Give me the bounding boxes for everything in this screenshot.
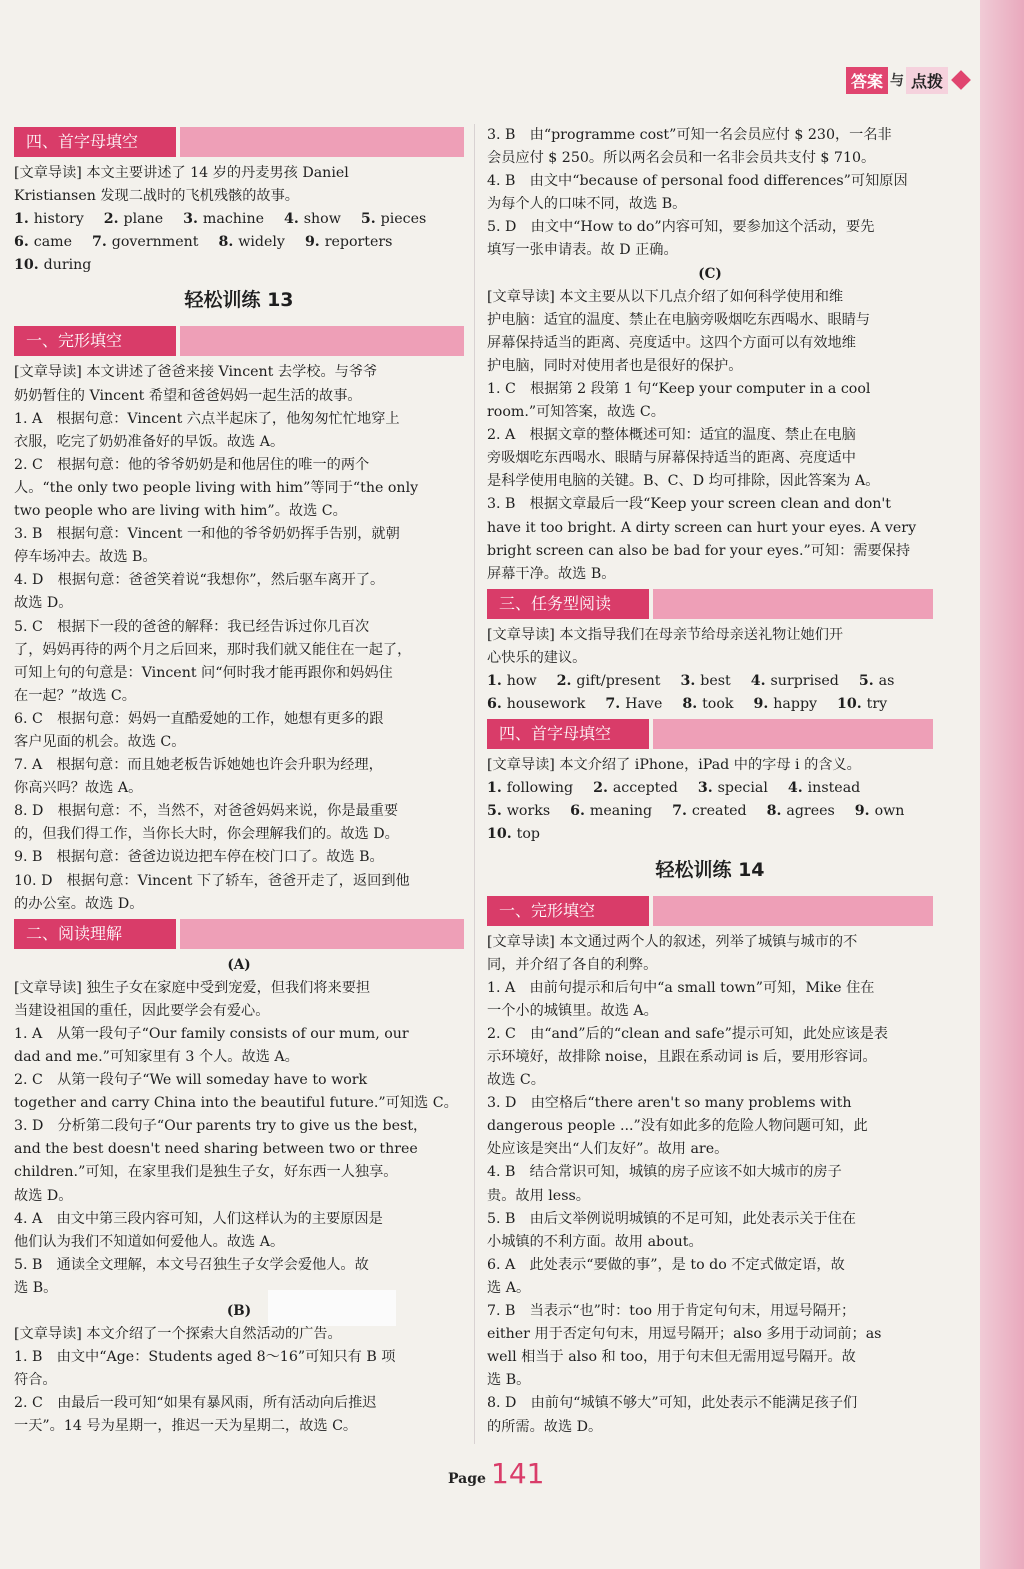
text-line: 5. B 由后文举例说明城镇的不足可知，此处表示关于住在 xyxy=(487,1210,856,1227)
answer-item xyxy=(672,800,747,823)
answer-word: pieces xyxy=(380,211,427,228)
text-line: 填写一张申请表。故 D 正确。 xyxy=(487,242,678,259)
answer-item xyxy=(605,693,662,716)
text-line: 2. C 由“and”后的“clean and safe”提示可知，此处应该是表 xyxy=(487,1025,888,1042)
text-line: [文章导读] 本文介绍了 iPhone，iPad 中的字母 i 的含义。 xyxy=(487,757,861,774)
right-column xyxy=(487,124,933,1439)
text-line: dangerous people ...”没有如此多的危险人物问题可知，此 xyxy=(487,1118,868,1135)
text-line: 护电脑：适宜的温度、禁止在电脑旁吸烟吃东西喝水、眼睛与 xyxy=(487,311,871,328)
answer-number: 1. xyxy=(487,780,507,797)
answer-item xyxy=(14,231,72,254)
text-line: 符合。 xyxy=(14,1372,57,1389)
text-line: [文章导读] 本文主要从以下几点介绍了如何科学使用和维 xyxy=(487,288,844,305)
answer-number: 2. xyxy=(103,211,124,228)
answer-word: show xyxy=(303,211,341,228)
text-line: 故选 D。 xyxy=(14,595,73,612)
answer-item xyxy=(570,800,652,823)
text-line: Kristiansen 发现二战时的飞机残骸的故事。 xyxy=(14,188,299,205)
answer-item xyxy=(788,777,860,800)
text-line: 同，并介绍了各自的利弊。 xyxy=(487,956,658,973)
answer-item xyxy=(487,777,573,800)
section-reading-c-body xyxy=(487,286,933,586)
section-cloze-body xyxy=(487,931,933,1439)
answer-word: during xyxy=(43,257,92,274)
text-line: 3. D 由空格后“there aren't so many problems with xyxy=(487,1095,852,1112)
text-line: [文章导读] 本文介绍了一个探索大自然活动的广告。 xyxy=(14,1326,342,1343)
text-line: 的，但我们得工作，当你长大时，你会理解我们的。故选 D。 xyxy=(14,826,399,843)
text-line: 示环境好，故排除 noise，且跟在系动词 is 后，要用形容词。 xyxy=(487,1049,877,1065)
answer-item xyxy=(855,800,905,823)
text-line: dad and me.”可知家里有 3 个人。故选 A。 xyxy=(14,1049,299,1065)
text-line: 的办公室。故选 D。 xyxy=(14,895,144,912)
section-cloze-body xyxy=(14,361,464,915)
text-line: 1. A 从第一段句子“Our family consists of our mum, our xyxy=(14,1025,409,1042)
answer-number: 6. xyxy=(570,803,590,820)
answer-number: 3. xyxy=(680,672,701,689)
passage-label-a: (A) xyxy=(227,956,251,973)
answer-item xyxy=(218,231,284,254)
section-reading-a-body xyxy=(14,977,464,1300)
answer-row xyxy=(14,231,464,254)
answer-item xyxy=(92,231,198,254)
answer-item xyxy=(487,693,585,716)
answer-row xyxy=(487,823,933,846)
column-divider xyxy=(474,124,475,1444)
text-line: 了，妈妈再待的两个月之后回来，那时我们就又能住在一起了， xyxy=(14,641,412,658)
answer-word: government xyxy=(111,234,199,251)
header-answer-label: 答案 xyxy=(846,67,888,94)
answer-word: try xyxy=(866,696,888,713)
text-line: 选 B。 xyxy=(14,1279,58,1296)
answer-item xyxy=(361,208,426,231)
text-line: two people who are living with him”。故选 C。 xyxy=(14,503,347,520)
answer-word: happy xyxy=(773,696,818,713)
text-line: 处应该是突出“人们友好”。故用 are。 xyxy=(487,1141,729,1158)
answer-grid xyxy=(487,777,933,846)
answer-number: 7. xyxy=(92,234,112,251)
answer-item xyxy=(593,777,678,800)
answer-item xyxy=(487,800,550,823)
text-line: 他们认为我们不知道如何爱他人。故选 A。 xyxy=(14,1233,285,1250)
text-line: 停车场冲去。故选 B。 xyxy=(14,549,157,566)
answer-number: 7. xyxy=(672,803,692,820)
text-line: 1. A 根据句意：Vincent 六点半起床了，他匆匆忙忙地穿上 xyxy=(14,410,400,427)
header-tag xyxy=(846,66,968,94)
answer-item xyxy=(767,800,835,823)
section-task-reading-body xyxy=(487,624,933,670)
text-line: 7. A 根据句意：而且她老板告诉她她也许会升职为经理， xyxy=(14,757,383,774)
text-line: [文章导读] 本文主要讲述了 14 岁的丹麦男孩 Daniel xyxy=(14,165,349,181)
answer-grid xyxy=(14,208,464,277)
answer-number: 4. xyxy=(750,672,771,689)
section-head-reading: 二、阅读理解 xyxy=(14,919,464,949)
answer-item xyxy=(305,231,393,254)
answer-word: gift/present xyxy=(576,672,661,689)
answer-row xyxy=(487,777,933,800)
reading-b-continued xyxy=(487,124,933,263)
answer-item xyxy=(681,670,731,693)
answer-number: 4. xyxy=(787,780,808,797)
side-color-band xyxy=(980,0,1024,1569)
answer-word: meaning xyxy=(589,803,653,820)
answer-word: housework xyxy=(506,696,586,713)
page-number-value: 141 xyxy=(491,1457,545,1490)
answer-item xyxy=(751,670,839,693)
text-line: 6. C 根据句意：妈妈一直酷爱她的工作，她想有更多的跟 xyxy=(14,710,384,727)
text-line: 2. A 根据文章的整体概述可知：适宜的温度、禁止在电脑 xyxy=(487,427,856,444)
answer-item xyxy=(14,254,91,277)
text-line: and the best doesn't need sharing between two or three xyxy=(14,1141,418,1158)
answer-number: 8. xyxy=(218,234,239,251)
answer-number: 6. xyxy=(487,696,507,713)
header-diamond-icon xyxy=(951,70,971,90)
answer-row xyxy=(487,693,933,716)
answer-number: 8. xyxy=(682,696,703,713)
text-line: 1. B 由文中“Age：Students aged 8～16”可知只有 B 项 xyxy=(14,1349,396,1366)
section-head-cloze: 一、完形填空 xyxy=(487,896,933,926)
text-line: 3. D 分析第二段句子“Our parents try to give us the best， xyxy=(14,1118,428,1135)
text-line: 旁吸烟吃东西喝水、眼睛与屏幕保持适当的距离、亮度适中 xyxy=(487,450,856,467)
text-line: 衣服，吃完了奶奶准备好的早饭。故选 A。 xyxy=(14,433,285,450)
section-head-task-reading: 三、任务型阅读 xyxy=(487,589,933,619)
text-line: well 相当于 also 和 too，用于句末但无需用逗号隔开。故 xyxy=(487,1349,856,1366)
answer-word: own xyxy=(874,803,905,820)
text-line: 4. A 由文中第三段内容可知，人们这样认为的主要原因是 xyxy=(14,1210,383,1227)
text-line: 4. B 结合常识可知，城镇的房子应该不如大城市的房子 xyxy=(487,1164,842,1181)
answer-item xyxy=(183,208,264,231)
text-line: together and carry China into the beautiful future.”可知选 C。 xyxy=(14,1095,458,1112)
answer-item xyxy=(14,208,84,231)
text-line: 屏幕保持适当的距离、亮度适中。这四个方面可以有效地维 xyxy=(487,334,856,351)
answer-number: 3. xyxy=(183,211,203,228)
section-head-initial-letter: 四、首字母填空 xyxy=(487,719,933,749)
answer-item xyxy=(487,670,537,693)
text-line: 3. B 由“programme cost”可知一名会员应付 $ 230，一名非 xyxy=(487,127,892,143)
training-title-13: 轻松训练 13 xyxy=(184,289,294,312)
text-line: [文章导读] 本文讲述了爸爸来接 Vincent 去学校。与爷爷 xyxy=(14,364,378,381)
page-number xyxy=(448,1457,544,1490)
answer-number: 2. xyxy=(556,672,577,689)
answer-number: 9. xyxy=(854,803,875,820)
answer-number: 7. xyxy=(605,696,626,713)
answer-grid xyxy=(487,670,933,716)
answer-word: instead xyxy=(807,780,861,797)
text-line: 10. D 根据句意：Vincent 下了轿车，爸爸开走了，返回到他 xyxy=(14,872,410,889)
header-connector: 与 xyxy=(890,73,905,89)
text-line: 2. C 根据句意：他的爷爷奶奶是和他居住的唯一的两个 xyxy=(14,456,370,473)
answer-number: 9. xyxy=(753,696,774,713)
text-line: have it too bright. A dirty screen can hurt your eyes. A very xyxy=(487,519,917,536)
text-line: 一个小的城镇里。故选 A。 xyxy=(487,1002,658,1019)
text-line: room.”可知答案，故选 C。 xyxy=(487,404,665,421)
answer-item xyxy=(284,208,341,231)
answer-number: 5. xyxy=(858,672,879,689)
page-label: Page xyxy=(448,1471,486,1487)
answer-row xyxy=(14,254,464,277)
answer-number: 1. xyxy=(14,211,34,228)
answer-word: created xyxy=(691,803,747,820)
text-line: 一天”。14 号为星期一，推迟一天为星期二，故选 C。 xyxy=(14,1418,358,1435)
text-line: 选 B。 xyxy=(487,1372,531,1389)
text-line: 在一起？”故选 C。 xyxy=(14,687,136,704)
text-line: 8. D 由前句“城镇不够大”可知，此处表示不能满足孩子们 xyxy=(487,1395,858,1412)
answer-word: Have xyxy=(625,696,663,713)
text-line: [文章导读] 独生子女在家庭中受到宠爱，但我们将来要担 xyxy=(14,979,371,996)
text-line: 屏幕干净。故选 B。 xyxy=(487,565,616,582)
text-line: children.”可知，在家里我们是独生子女，好东西一人独享。 xyxy=(14,1164,398,1181)
answer-number: 1. xyxy=(487,672,507,689)
text-line: [文章导读] 本文通过两个人的叙述，列举了城镇与城市的不 xyxy=(487,933,858,950)
answer-item xyxy=(754,693,818,716)
answer-row xyxy=(487,800,933,823)
passage-label-b: (B) xyxy=(226,1303,252,1320)
answer-number: 10. xyxy=(837,696,867,713)
answer-word: machine xyxy=(202,211,264,228)
text-line: 1. A 由前句提示和后句中“a small town”可知，Mike 住在 xyxy=(487,979,875,996)
answer-number: 2. xyxy=(593,780,613,797)
text-line: 心快乐的建议。 xyxy=(487,649,587,666)
answer-number: 8. xyxy=(766,803,787,820)
answer-number: 3. xyxy=(697,780,718,797)
answer-word: came xyxy=(33,234,73,251)
text-line: 可知上句的句意是：Vincent 问“何时我才能再跟你和妈妈住 xyxy=(14,664,393,681)
text-line: 7. B 当表示“也”时：too 用于肯定句句末，用逗号隔开； xyxy=(487,1303,856,1320)
text-line: 9. B 根据句意：爸爸边说边把车停在校门口了。故选 B。 xyxy=(14,849,384,866)
text-line: 3. B 根据句意：Vincent 一和他的爷爷奶奶挥手告别，就朝 xyxy=(14,526,400,543)
answer-word: top xyxy=(516,826,540,843)
answer-row xyxy=(14,208,464,231)
answer-number: 6. xyxy=(14,234,34,251)
text-line: 你高兴吗？故选 A。 xyxy=(14,780,143,797)
answer-item xyxy=(682,693,733,716)
text-line: 3. B 根据文章最后一段“Keep your screen clean and don't xyxy=(487,496,891,513)
text-line: 小城镇的不利方面。故用 about。 xyxy=(487,1233,703,1250)
answer-row xyxy=(487,670,933,693)
answer-word: best xyxy=(700,672,731,689)
text-line: 4. B 由文中“because of personal food differences”可知原因 xyxy=(487,173,908,190)
section-initial-letter-body xyxy=(487,754,933,777)
answer-item xyxy=(557,670,661,693)
text-line: 故选 C。 xyxy=(487,1072,545,1089)
section-head-cloze: 一、完形填空 xyxy=(14,326,464,356)
text-line: 5. B 通读全文理解，本文号召独生子女学会爱他人。故 xyxy=(14,1256,369,1273)
text-line: 会员应付 $ 250。所以两名会员和一名非会员共支付 $ 710。 xyxy=(487,150,876,167)
text-line: 故选 D。 xyxy=(14,1187,73,1204)
answer-item xyxy=(698,777,768,800)
text-line: 1. C 根据第 2 段第 1 句“Keep your computer in a cool xyxy=(487,380,871,397)
text-line: 5. C 根据下一段的爸爸的解释：我已经告诉过你几百次 xyxy=(14,618,370,635)
answer-word: as xyxy=(878,672,895,689)
text-line: 8. D 根据句意：不，当然不，对爸爸妈妈来说，你是最重要 xyxy=(14,803,399,820)
passage-label-c: (C) xyxy=(698,265,722,282)
answer-word: special xyxy=(717,780,768,797)
answer-word: took xyxy=(702,696,734,713)
answer-word: surprised xyxy=(770,672,839,689)
text-line: 为每个人的口味不同，故选 B。 xyxy=(487,196,687,213)
text-line: 选 A。 xyxy=(487,1279,531,1296)
answer-number: 5. xyxy=(487,803,507,820)
section-initial-letter-body xyxy=(14,162,464,208)
answer-item xyxy=(104,208,163,231)
section-reading-b-body xyxy=(14,1323,464,1438)
answer-word: agrees xyxy=(786,803,835,820)
text-line: 奶奶暂住的 Vincent 希望和爸爸妈妈一起生活的故事。 xyxy=(14,387,362,404)
text-line: 当建设祖国的重任，因此要学会有爱心。 xyxy=(14,1002,270,1019)
text-line: 2. C 由最后一段可知“如果有暴风雨，所有活动向后推迟 xyxy=(14,1395,377,1412)
text-line: either 用于否定句句末，用逗号隔开；also 多用于动词前；as xyxy=(487,1326,882,1343)
answer-item xyxy=(487,823,540,846)
answer-number: 5. xyxy=(360,211,381,228)
text-line: bright screen can also be bad for your eyes.”可知：需要保持 xyxy=(487,542,911,559)
answer-word: reporters xyxy=(324,234,393,251)
answer-word: how xyxy=(506,672,537,689)
text-line: 是科学使用电脑的关键。B、C、D 均可排除，因此答案为 A。 xyxy=(487,473,880,490)
text-line: 客户见面的机会。故选 C。 xyxy=(14,733,186,750)
training-title-14: 轻松训练 14 xyxy=(655,858,765,881)
text-line: 人。“the only two people living with him”等同于“the only xyxy=(14,479,419,496)
answer-word: following xyxy=(506,780,574,797)
text-line: 4. D 根据句意：爸爸笑着说“我想你”，然后驱车离开了。 xyxy=(14,572,385,589)
answer-word: accepted xyxy=(612,780,678,797)
answer-word: works xyxy=(506,803,551,820)
answer-number: 10. xyxy=(14,257,44,274)
text-line: 护电脑，同时对使用者也是很好的保护。 xyxy=(487,357,743,374)
text-line: 贵。故用 less。 xyxy=(487,1187,590,1204)
answer-item xyxy=(837,693,887,716)
answer-word: plane xyxy=(123,211,164,228)
header-tips-label: 点拨 xyxy=(906,67,948,94)
answer-word: history xyxy=(33,211,84,228)
text-line: 6. A 此处表示“要做的事”，是 to do 不定式做定语，故 xyxy=(487,1256,845,1273)
answer-item xyxy=(859,670,895,693)
text-line: 2. C 从第一段句子“We will someday have to work xyxy=(14,1072,368,1089)
answer-number: 9. xyxy=(304,234,325,251)
redaction-block xyxy=(268,1290,396,1326)
answer-word: widely xyxy=(238,234,285,251)
answer-number: 4. xyxy=(284,211,304,228)
text-line: 的所需。故选 D。 xyxy=(487,1418,603,1435)
text-line: 5. D 由文中“How to do”内容可知，要参加这个活动，要先 xyxy=(487,219,875,236)
left-column xyxy=(14,124,464,1439)
answer-number: 10. xyxy=(487,826,517,843)
section-head-initial-letter: 四、首字母填空 xyxy=(14,127,464,157)
text-line: [文章导读] 本文指导我们在母亲节给母亲送礼物让她们开 xyxy=(487,626,844,643)
